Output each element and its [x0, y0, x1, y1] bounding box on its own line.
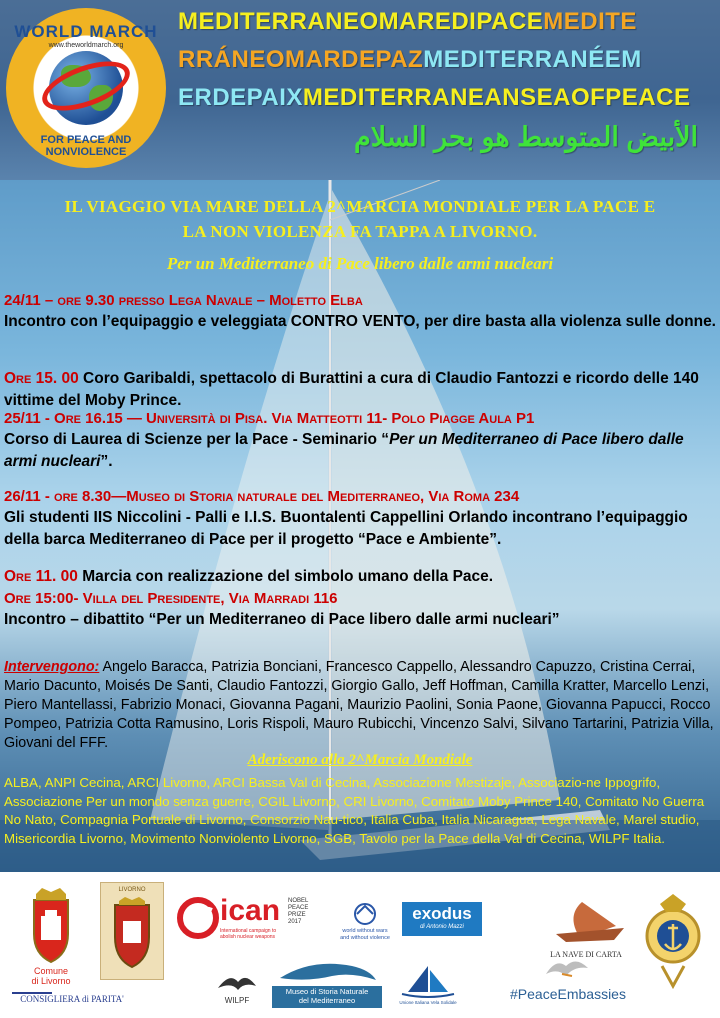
main-panel: [0, 180, 720, 872]
event-26-museo: [4, 488, 716, 551]
event-heading: 25/11 - Ore 16.15 — Università di Pisa. Via Matteotti 11- Polo Piagge Aula P1: [4, 410, 535, 427]
event-description: Corso di Laurea di Scienze per la Pace - Seminario “Per un Mediterraneo di Pace libero dalle armi nucleari”.: [4, 431, 684, 470]
headline-line-3: ERDEPAIXMEDITERRANEANSEAOFPEACE: [178, 84, 691, 111]
anchor-emblem-icon: [640, 884, 706, 994]
event-26-marcia: [4, 564, 716, 588]
unione-vela-solidale-logo: Unione Italiana Vela Solidale: [396, 964, 460, 1010]
consigliera-parita-logo: CONSIGLIERA di PARITA': [12, 990, 132, 1014]
museo-storia-naturale-logo: Museo di Storia Naturale del Mediterraneo: [272, 956, 382, 1010]
headline-arabic: الأبيض المتوسط هو بحر السلام: [354, 122, 698, 152]
coat-of-arms-icon: [22, 886, 80, 966]
sponsor-logos: [0, 872, 720, 1018]
ican-swirl-icon: [176, 896, 220, 940]
supporters-title: Aderiscono alla 2^Marcia Mondiale: [247, 752, 473, 768]
ican-logo: ican International campaign to abolish nuclear weapons NOBEL PEACE PRIZE 2017: [176, 894, 326, 950]
sail-icon: [396, 964, 460, 1000]
event-26-villa-presidente: [4, 590, 716, 631]
dove-icon: [214, 970, 260, 996]
comune-livorno-logo: [22, 886, 80, 986]
speakers-names: Angelo Baracca, Patrizia Bonciani, Francesco Cappello, Alessandro Capuzzo, Cristina Cerrai, Mario Dacunto, Moisés De Santi, Claudio Fantozzi, Giorgio Gallo, Jeff Hoffman, Camilla Kratter, Marcello Lenzi, Piero Mantellassi, Fabrizio Monaci, Giovanna Pagani, Maurizio Paolini, Sonia Paone, Giovanna Papucci, Rocco Pompeo, Patrizia Cotta Ramusino, Loris Rispoli, Mauro Rubicchi, Vincenzo Salvi, Silvano Tartarini, Patrizia Villa, Giovani del FFF.: [4, 659, 714, 751]
event-24-coro-garibaldi: [4, 366, 716, 412]
world-march-logo: [6, 8, 166, 168]
shield-icon: [101, 897, 163, 977]
world-without-wars-icon: [330, 900, 400, 930]
dolphin-icon: [272, 956, 382, 986]
event-description: Marcia con realizzazione del simbolo umano della Pace.: [77, 568, 494, 585]
logo-url: www.theworldmarch.org: [48, 42, 124, 49]
paper-boat-icon: [536, 898, 636, 948]
event-25-universita-pisa: [4, 410, 716, 473]
peace-embassies-logo: #PeaceEmbassies: [498, 954, 638, 1010]
event-description: Incontro – dibattito “Per un Mediterraneo di Pace libero dalle armi nucleari”: [4, 611, 560, 628]
main-subtitle: Per un Mediterraneo di Pace libero dalle armi nucleari: [166, 254, 554, 273]
comune-label: Comune di Livorno: [31, 966, 71, 986]
nave-di-carta-logo: LA NAVE DI CARTA: [536, 898, 636, 968]
event-24-lega-navale: [4, 292, 716, 333]
header-banner: [0, 0, 720, 180]
wilpf-logo: WILPF: [214, 970, 260, 1010]
event-time: Ore 15. 00: [4, 370, 79, 387]
logo-text-top: WORLD MARCH: [14, 22, 158, 41]
world-without-wars-logo: world without wars and without violence: [330, 900, 400, 950]
event-description: Coro Garibaldi, spettacolo di Burattini a cura di Claudio Fantozzi e ricordo delle 140 vittime del Moby Prince.: [4, 370, 699, 409]
event-heading: 24/11 – ore 9.30 presso Lega Navale – Moletto Elba: [4, 292, 363, 309]
exodus-logo: exodus di Antonio Mazzi: [402, 902, 482, 936]
event-description: Gli studenti IIS Niccolini - Palli e I.I.S. Buontalenti Cappellini Orlando incontrano l’equipaggio della barca Mediterraneo di Pace per il progetto “Pace e Ambiente”.: [4, 509, 688, 548]
speakers-list: [4, 658, 716, 753]
event-description: Incontro con l’equipaggio e veleggiata CONTRO VENTO, per dire basta alla violenza sulle donne.: [4, 313, 716, 330]
lega-navale-logo: [640, 884, 706, 994]
speakers-label: Intervengono:: [4, 659, 100, 675]
logo-text-bottom: FOR PEACE AND NONVIOLENCE: [40, 134, 132, 158]
event-time: Ore 11. 00: [4, 568, 78, 585]
headline-line-2: RRÁNEOMARDEPAZMEDITERRANÉEM: [178, 46, 642, 73]
supporters-list: ALBA, ANPI Cecina, ARCI Livorno, ARCI Bassa Val di Cecina, Associazione Mestizaje, Associazio-ne Ippogrifo, Associazione Per un mondo senza guerre, CGIL Livorno, CRI Livorno, Comitato Moby Prince 140, Comitato No Guerra No Nato, Compagnia Portuale di Livorno, Consorzio Nau-tico, Italia Cuba, Italia Nicaragua, Lega Navale, Marel studio, Misericordia Livorno, Movimento Nonviolento Livorno, SGB, Tavolo per la Pace della Val di Cecina, WILPF Italia.: [4, 775, 705, 846]
headline-line-1: MEDITERRANEOMAREDIPACEMEDITE: [178, 8, 637, 35]
provincia-livorno-logo: LIVORNO: [100, 882, 164, 980]
event-heading: 26/11 - ore 8.30—Museo di Storia naturale del Mediterraneo, Via Roma 234: [4, 488, 520, 505]
dove-icon: [542, 954, 592, 984]
event-heading: Ore 15:00- Villa del Presidente, Via Marradi 116: [4, 590, 338, 607]
main-title: IL VIAGGIO VIA MARE DELLA 2^MARCIA MONDIALE PER LA PACE E LA NON VIOLENZA FA TAPPA A LIVORNO.: [64, 197, 656, 241]
